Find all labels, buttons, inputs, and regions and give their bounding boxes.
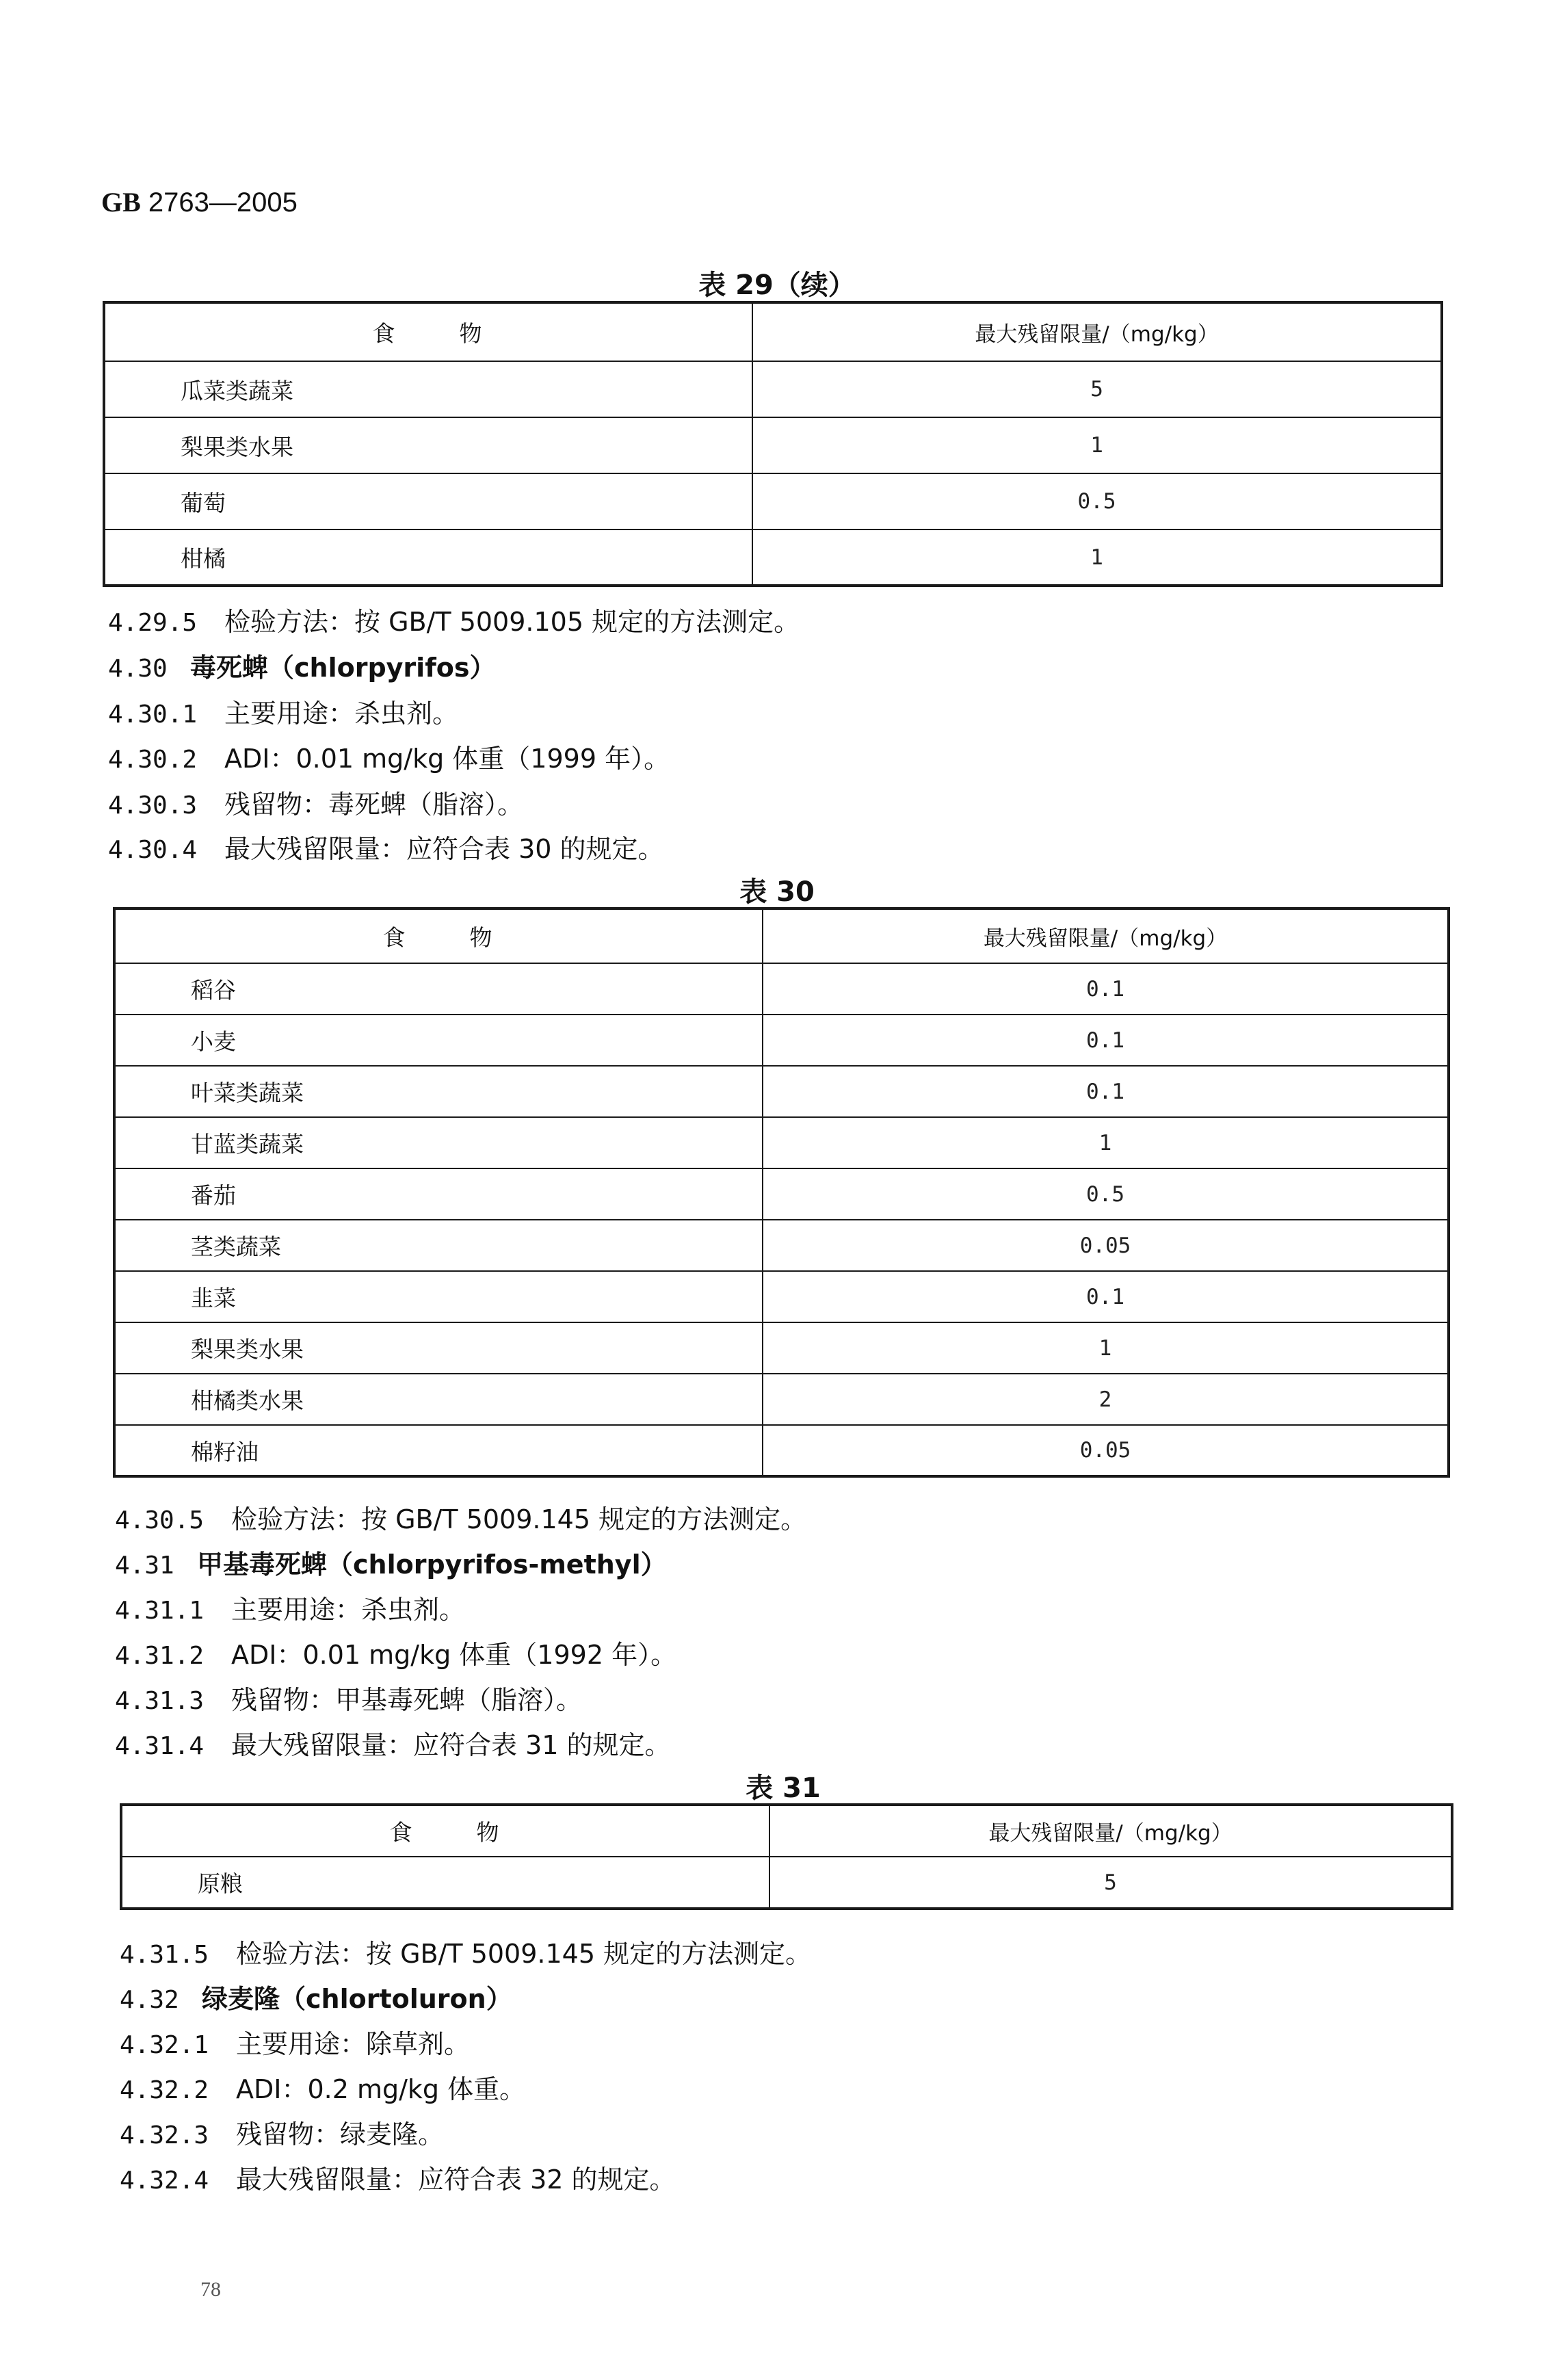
table-30-caption: 表 30	[739, 876, 815, 908]
clause-4-30-3: 4.30.3 残留物：毒死蜱（脂溶）。	[108, 789, 524, 820]
value-cell: 5	[752, 361, 1442, 417]
clause-4-32-heading: 4.32 绿麦隆（chlortoluron）	[120, 1984, 512, 2014]
clause-4-32-1: 4.32.1 主要用途：除草剂。	[120, 2029, 471, 2059]
value-cell: 0.05	[763, 1220, 1449, 1271]
table-row	[114, 1066, 1449, 1117]
clause-4-30-1: 4.30.1 主要用途：杀虫剂。	[108, 698, 459, 729]
food-cell: 柑橘类水果	[114, 1374, 763, 1425]
food-cell: 番茄	[114, 1168, 763, 1220]
header-mrl: 最大残留限量/（mg/kg）	[763, 908, 1449, 963]
value-cell: 0.1	[763, 1015, 1449, 1066]
clause-4-32-2: 4.32.2 ADI：0.2 mg/kg 体重。	[120, 2074, 526, 2104]
food-cell: 棉籽油	[114, 1425, 763, 1476]
standard-number: 2763—2005	[148, 187, 298, 218]
table-header-row	[114, 908, 1449, 963]
header-food: 食 物	[114, 908, 763, 963]
header-food: 食 物	[104, 302, 752, 361]
clause-4-31-5: 4.31.5 检验方法：按 GB/T 5009.145 规定的方法测定。	[120, 1939, 812, 1969]
table-row	[114, 1322, 1449, 1374]
clause-4-31-3: 4.31.3 残留物：甲基毒死蜱（脂溶）。	[115, 1685, 583, 1715]
value-cell: 1	[752, 529, 1442, 586]
food-cell: 原粮	[121, 1857, 769, 1909]
clause-4-30-2: 4.30.2 ADI：0.01 mg/kg 体重（1999 年）。	[108, 744, 670, 774]
table-31-caption: 表 31	[746, 1773, 821, 1804]
food-cell: 梨果类水果	[114, 1322, 763, 1374]
standard-code: GB	[101, 187, 141, 218]
table-31	[120, 1803, 1453, 1910]
table-row	[114, 1425, 1449, 1476]
value-cell: 1	[763, 1117, 1449, 1168]
standard-header	[101, 186, 298, 218]
clause-4-30-heading: 4.30 毒死蜱（chlorpyrifos）	[108, 653, 496, 683]
value-cell: 1	[752, 417, 1442, 473]
table-row	[104, 529, 1442, 586]
page-number: 78	[200, 2278, 221, 2301]
table-row	[104, 473, 1442, 529]
table-29	[103, 301, 1443, 587]
food-cell: 稻谷	[114, 963, 763, 1015]
value-cell: 0.1	[763, 1271, 1449, 1322]
food-cell: 叶菜类蔬菜	[114, 1066, 763, 1117]
value-cell: 0.1	[763, 1066, 1449, 1117]
clause-4-30-5: 4.30.5 检验方法：按 GB/T 5009.145 规定的方法测定。	[115, 1504, 807, 1534]
food-cell: 小麦	[114, 1015, 763, 1066]
food-cell: 韭菜	[114, 1271, 763, 1322]
clause-4-31-4: 4.31.4 最大残留限量：应符合表 31 的规定。	[115, 1730, 671, 1760]
table-row	[114, 1117, 1449, 1168]
value-cell: 0.05	[763, 1425, 1449, 1476]
header-mrl: 最大残留限量/（mg/kg）	[769, 1805, 1452, 1857]
table-30	[113, 907, 1450, 1478]
header-mrl: 最大残留限量/（mg/kg）	[752, 302, 1442, 361]
value-cell: 1	[763, 1322, 1449, 1374]
clause-4-31-2: 4.31.2 ADI：0.01 mg/kg 体重（1992 年）。	[115, 1640, 677, 1670]
clause-4-32-3: 4.32.3 残留物：绿麦隆。	[120, 2119, 445, 2149]
value-cell: 0.5	[752, 473, 1442, 529]
table-row	[104, 417, 1442, 473]
food-cell: 茎类蔬菜	[114, 1220, 763, 1271]
header-food: 食 物	[121, 1805, 769, 1857]
table-row	[114, 1168, 1449, 1220]
table-header-row	[121, 1805, 1452, 1857]
table-row	[114, 1374, 1449, 1425]
table-row	[121, 1857, 1452, 1909]
food-cell: 梨果类水果	[104, 417, 752, 473]
food-cell: 瓜菜类蔬菜	[104, 361, 752, 417]
table-29-caption: 表 29（续）	[698, 270, 856, 301]
table-row	[114, 1271, 1449, 1322]
value-cell: 0.1	[763, 963, 1449, 1015]
food-cell: 柑橘	[104, 529, 752, 586]
value-cell: 5	[769, 1857, 1452, 1909]
table-row	[114, 963, 1449, 1015]
clause-4-30-4: 4.30.4 最大残留限量：应符合表 30 的规定。	[108, 834, 664, 864]
clause-4-31-1: 4.31.1 主要用途：杀虫剂。	[115, 1595, 466, 1625]
food-cell: 甘蓝类蔬菜	[114, 1117, 763, 1168]
food-cell: 葡萄	[104, 473, 752, 529]
table-row	[114, 1015, 1449, 1066]
table-row	[104, 361, 1442, 417]
table-row	[114, 1220, 1449, 1271]
clause-4-31-heading: 4.31 甲基毒死蜱（chlorpyrifos-methyl）	[115, 1549, 667, 1580]
table-header-row	[104, 302, 1442, 361]
value-cell: 2	[763, 1374, 1449, 1425]
value-cell: 0.5	[763, 1168, 1449, 1220]
clause-4-29-5: 4.29.5 检验方法：按 GB/T 5009.105 规定的方法测定。	[108, 607, 800, 637]
clause-4-32-4: 4.32.4 最大残留限量：应符合表 32 的规定。	[120, 2165, 676, 2195]
